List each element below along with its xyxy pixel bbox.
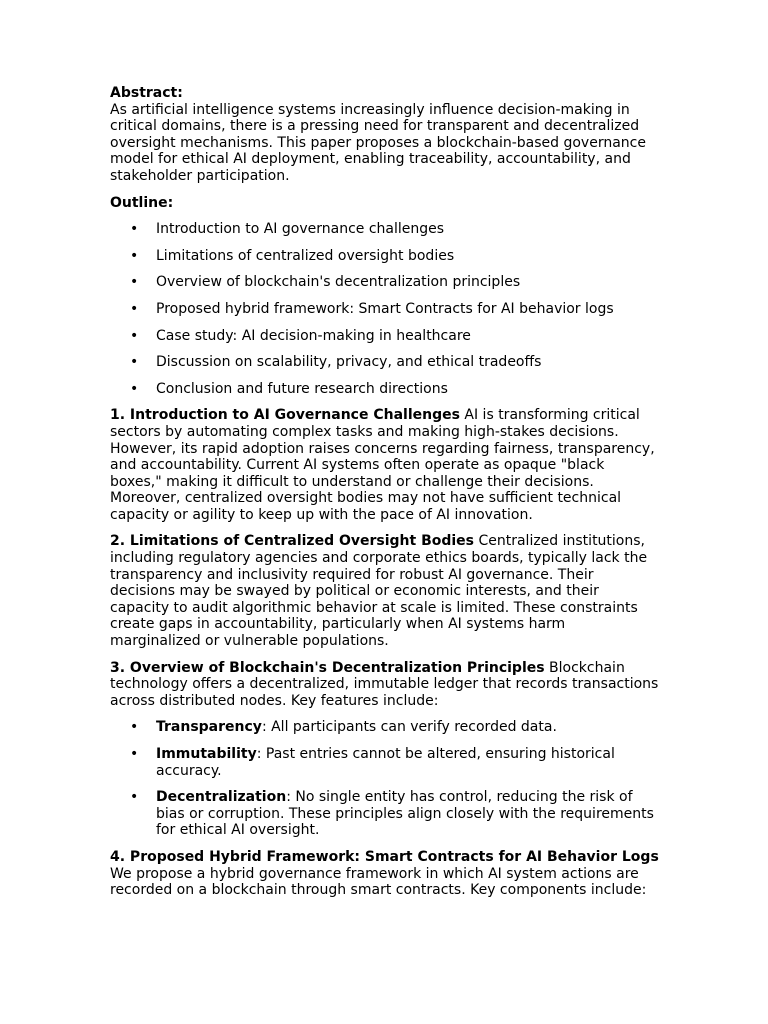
bullet-icon: • bbox=[130, 300, 139, 317]
section-hybrid-framework bbox=[110, 849, 660, 899]
outline-item-text: Conclusion and future research directions bbox=[156, 380, 448, 397]
outline-item bbox=[110, 354, 660, 371]
outline-list bbox=[110, 221, 660, 397]
outline-item-text: Introduction to AI governance challenges bbox=[156, 221, 445, 238]
abstract-text: As artificial intelligence systems increasingly influence decision-making in critical domains, there is a pressing need for transparent and decentralized oversight mechanisms. This paper proposes a blockchain-based governance model for ethical AI deployment, enabling traceability, accountability, and stakeholder participation. bbox=[110, 101, 646, 184]
bullet-icon: • bbox=[130, 327, 139, 344]
outline-item-text: Proposed hybrid framework: Smart Contracts for AI behavior logs bbox=[156, 300, 614, 317]
outline-item-text: Case study: AI decision-making in healthcare bbox=[156, 327, 471, 344]
bullet-icon: • bbox=[130, 274, 139, 291]
section-text: We propose a hybrid governance framework in which AI system actions are recorded on a blockchain through smart contracts. Key components include: bbox=[110, 865, 647, 899]
feature-term: Transparency bbox=[156, 719, 262, 736]
feature-term: Immutability bbox=[156, 746, 257, 762]
section-heading: 1. Introduction to AI Governance Challenges bbox=[110, 407, 460, 424]
outline-item bbox=[110, 381, 660, 398]
section-text: AI is transforming critical sectors by automating complex tasks and making high-stakes decisions. However, its rapid adoption raises concerns regarding fairness, transparency, and accountability. Current AI systems often operate as opaque "black boxes," making it difficult to understand or challenge their decisions. Moreover, centralized oversight bodies may not have sufficient technical capacity or agility to keep up with the pace of AI innovation. bbox=[110, 407, 655, 523]
abstract-section bbox=[110, 85, 660, 185]
feature-item bbox=[110, 789, 660, 839]
outline-item bbox=[110, 274, 660, 291]
bullet-icon: • bbox=[130, 380, 139, 397]
bullet-icon: • bbox=[130, 719, 139, 736]
outline-item-text: Discussion on scalability, privacy, and ethical tradeoffs bbox=[156, 354, 542, 371]
outline-heading bbox=[110, 195, 660, 212]
section-blockchain-overview bbox=[110, 660, 660, 710]
bullet-icon: • bbox=[130, 247, 139, 264]
abstract-heading: Abstract: bbox=[110, 85, 183, 101]
section-heading: 4. Proposed Hybrid Framework: Smart Contracts for AI Behavior Logs bbox=[110, 848, 659, 865]
section-introduction bbox=[110, 407, 660, 523]
feature-item bbox=[110, 719, 660, 736]
feature-term: Decentralization bbox=[156, 789, 287, 806]
section-heading: 2. Limitations of Centralized Oversight Bodies bbox=[110, 533, 475, 550]
feature-item bbox=[110, 746, 660, 779]
feature-text: : Past entries cannot be altered, ensuring historical accuracy. bbox=[156, 746, 615, 779]
outline-heading-text: Outline: bbox=[110, 194, 174, 211]
section-heading: 3. Overview of Blockchain's Decentralization Principles bbox=[110, 659, 545, 676]
features-list bbox=[110, 719, 660, 839]
section-text: Centralized institutions, including regulatory agencies and corporate ethics boards, typically lack the transparency and inclusivity required for robust AI governance. Their decisions may be swayed by political or economic interests, and their capacity to audit algorithmic behavior at scale is limited. These constraints create gaps in accountability, particularly when AI systems harm marginalized or vulnerable populations. bbox=[110, 533, 648, 650]
outline-item bbox=[110, 248, 660, 265]
feature-text: : All participants can verify recorded data. bbox=[261, 719, 557, 736]
outline-item bbox=[110, 221, 660, 238]
outline-item-text: Limitations of centralized oversight bodies bbox=[156, 247, 455, 264]
section-text: Blockchain technology offers a decentralized, immutable ledger that records transactions across distributed nodes. Key features include: bbox=[110, 659, 659, 709]
bullet-icon: • bbox=[130, 221, 139, 238]
outline-item bbox=[110, 328, 660, 345]
feature-text: : No single entity has control, reducing the risk of bias or corruption. These principles align closely with the requirements for ethical AI oversight. bbox=[156, 789, 654, 839]
bullet-icon: • bbox=[130, 354, 139, 371]
bullet-icon: • bbox=[130, 746, 139, 762]
outline-item bbox=[110, 301, 660, 318]
bullet-icon: • bbox=[130, 789, 139, 806]
section-limitations bbox=[110, 533, 660, 649]
outline-item-text: Overview of blockchain's decentralization principles bbox=[156, 274, 521, 291]
